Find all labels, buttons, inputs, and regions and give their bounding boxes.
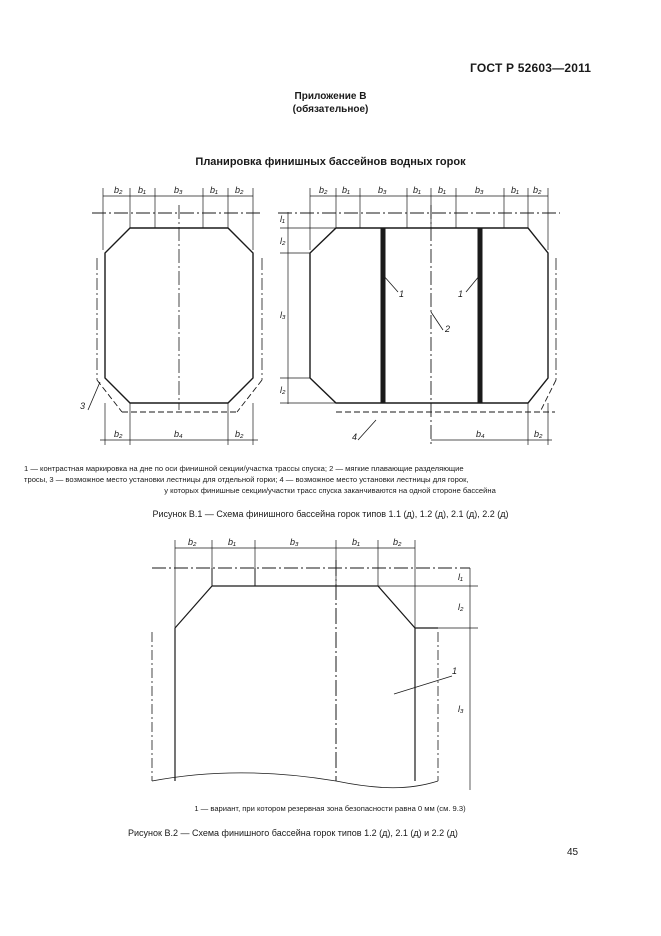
fig1-right-dim-b4: b₄: [476, 429, 485, 439]
figure1-legend-line-1: 1 — контрастная маркировка на дне по оси финишной секции/участка трассы спуска; 2 — мягкие плавающие разделяющие: [24, 464, 464, 473]
fig1-right-dim-b2-a: b₂: [319, 185, 328, 195]
fig2-dim-l2: l₂: [458, 602, 464, 612]
document-code: ГОСТ Р 52603—2011: [470, 61, 592, 75]
fig1-callout-4: 4: [352, 432, 358, 442]
fig1-right-dim-b3-b: b₃: [475, 185, 484, 195]
fig2-callout-1: 1: [452, 666, 458, 676]
fig1-right-dim-b3-a: b₃: [378, 185, 387, 195]
fig1-right-dim-l3: l₃: [280, 310, 286, 320]
fig2-dim-b2-a: b₂: [188, 537, 197, 547]
fig1-left-dim-b2-d: b₂: [235, 429, 244, 439]
figure1-legend-line-2: тросы, 3 — возможное место установки лестницы для отдельной горки; 4 — возможное место установки лестницы для горок,: [24, 475, 469, 484]
fig1-right-dim-l2-a: l₂: [280, 236, 286, 246]
fig1-callout-3: 3: [80, 401, 86, 411]
fig1-left-dim-b3: b₃: [174, 185, 183, 195]
fig2-dim-l3: l₃: [458, 704, 464, 714]
fig1-right-dim-b1-b: b₁: [413, 185, 421, 195]
figure1-legend-line-3: у которых финишные секции/участки трасс спуска заканчиваются на одной стороне бассейна: [164, 486, 496, 495]
figure2-legend: 1 — вариант, при котором резервная зона безопасности равна 0 мм (см. 9.3): [194, 804, 466, 813]
fig1-right-dim-b1-a: b₁: [342, 185, 350, 195]
section-heading: Планировка финишных бассейнов водных горок: [195, 156, 466, 168]
fig2-dim-b3: b₃: [290, 537, 299, 547]
fig2-dim-b1-a: b₁: [228, 537, 236, 547]
fig1-callout-1a: 1: [399, 289, 405, 299]
fig1-callout-2: 2: [445, 324, 451, 334]
fig1-right-dim-b1-d: b₁: [511, 185, 519, 195]
figure2-pool: [152, 540, 478, 790]
fig1-left-dim-b2-a: b₂: [114, 185, 123, 195]
fig2-dim-l1: l₁: [458, 572, 463, 582]
figure2-caption: Рисунок В.2 — Схема финишного бассейна горок типов 1.2 (д), 2.1 (д) и 2.2 (д): [128, 828, 458, 838]
fig1-left-dim-b2-c: b₂: [114, 429, 123, 439]
fig1-right-dim-b2-c: b₂: [534, 429, 543, 439]
fig1-right-dim-l2-b: l₂: [280, 385, 286, 395]
fig1-left-dim-b1-b: b₁: [210, 185, 218, 195]
fig1-right-dim-b1-c: b₁: [438, 185, 446, 195]
fig1-right-dim-b2-b: b₂: [533, 185, 542, 195]
fig1-right-dim-l1: l₁: [280, 214, 285, 224]
figure1-left-pool: [88, 188, 263, 445]
fig1-left-dim-b4: b₄: [174, 429, 183, 439]
fig1-callout-1b: 1: [458, 289, 464, 299]
figure1-caption: Рисунок В.1 — Схема финишного бассейна горок типов 1.1 (д), 1.2 (д), 2.1 (д), 2.2 (д): [152, 509, 509, 519]
page-number: 45: [567, 847, 579, 858]
figure1-right-pool: [278, 188, 560, 445]
fig2-dim-b1-b: b₁: [352, 537, 360, 547]
appendix-status: (обязательное): [292, 104, 369, 115]
fig1-left-dim-b1-a: b₁: [138, 185, 146, 195]
appendix-title: Приложение В: [294, 91, 367, 102]
fig2-dim-b2-b: b₂: [393, 537, 402, 547]
fig1-left-dim-b2-b: b₂: [235, 185, 244, 195]
